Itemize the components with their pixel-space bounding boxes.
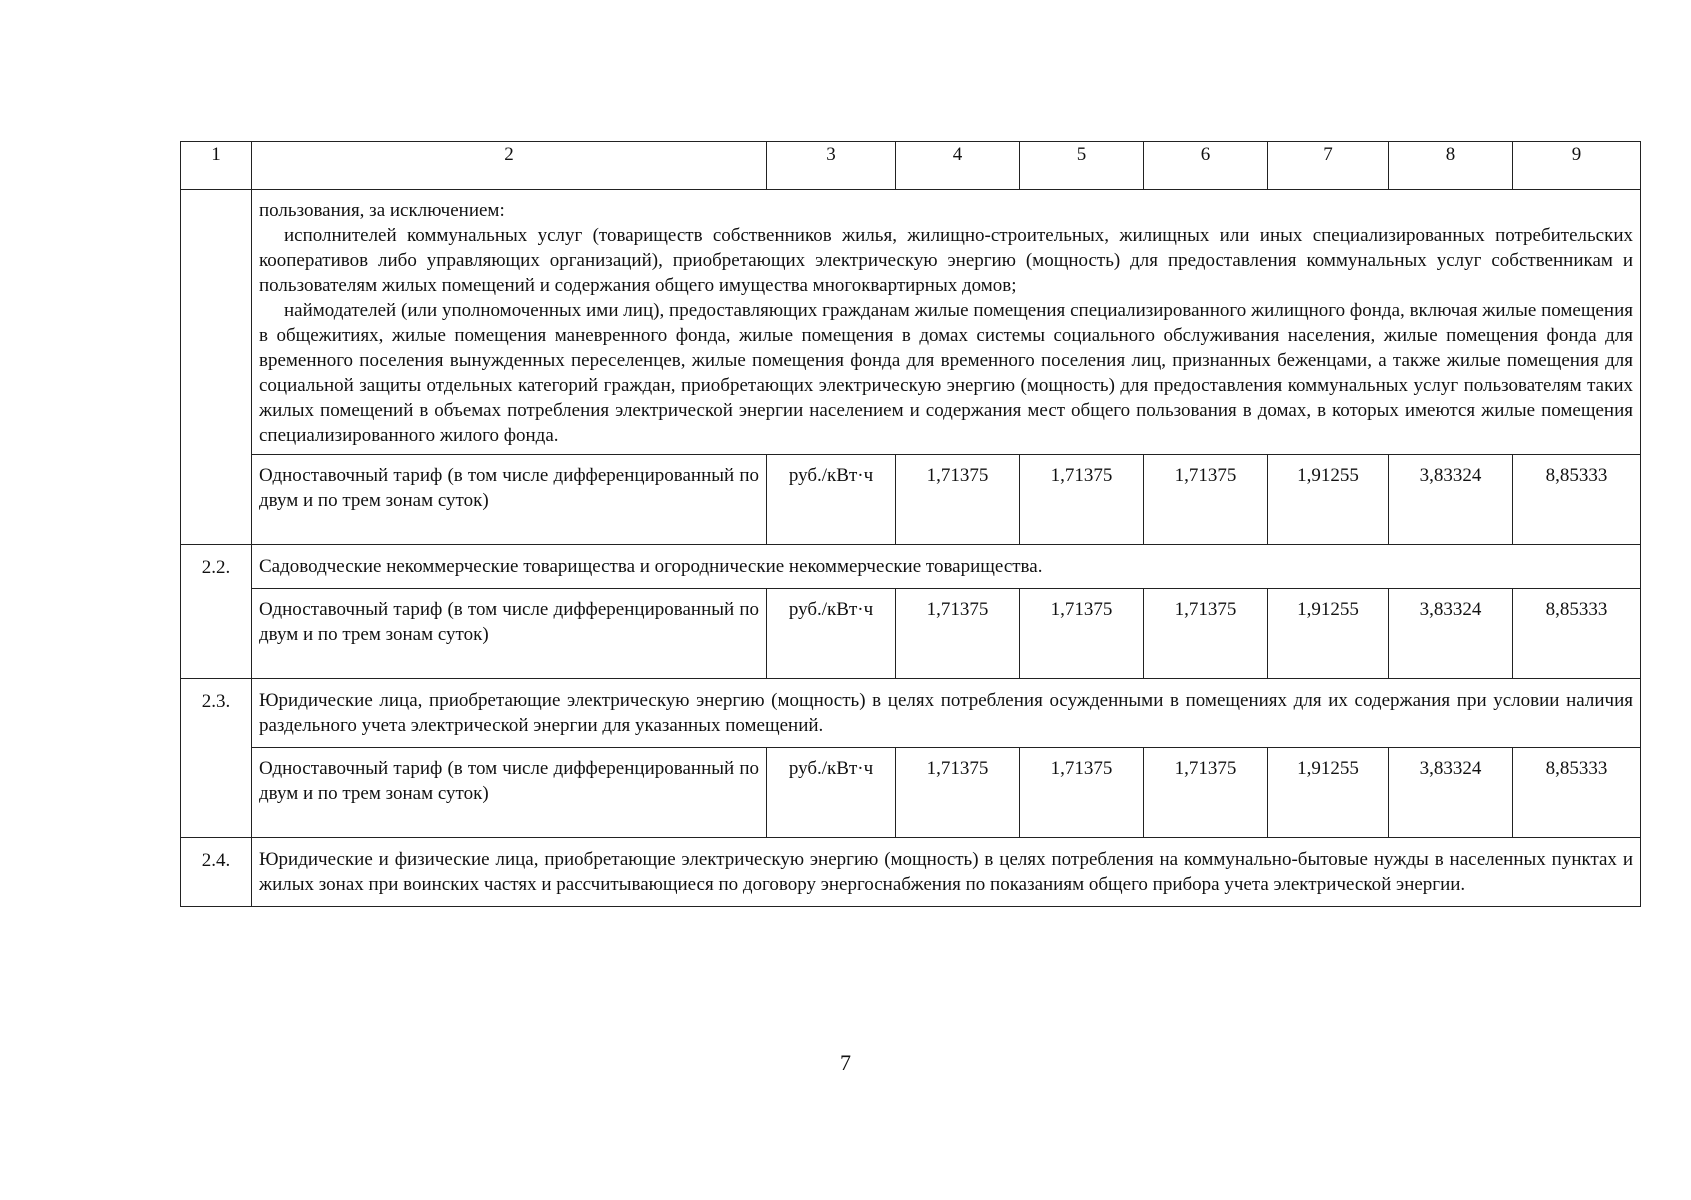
value-cell-9: 8,85333 xyxy=(1513,455,1641,545)
section-2-3-title-row xyxy=(181,679,1641,748)
value-cell-5: 1,71375 xyxy=(1020,455,1144,545)
value-cell-4: 1,71375 xyxy=(896,589,1020,679)
header-cell-2: 2 xyxy=(252,142,767,190)
continuation-number-cell xyxy=(181,190,252,545)
section-2-4-title-row xyxy=(181,838,1641,907)
tariff-name-cell: Одноставочный тариф (в том числе дифференцированный по двум и по трем зонам суток) xyxy=(252,748,767,838)
continuation-description xyxy=(252,190,1641,455)
value-cell-5: 1,71375 xyxy=(1020,748,1144,838)
value-cell-9: 8,85333 xyxy=(1513,589,1641,679)
table-row xyxy=(181,589,1641,679)
header-row xyxy=(181,142,1641,190)
unit-cell: руб./кВт·ч xyxy=(767,748,896,838)
header-cell-1: 1 xyxy=(181,142,252,190)
value-cell-5: 1,71375 xyxy=(1020,589,1144,679)
section-number: 2.3. xyxy=(181,679,252,838)
section-title: Юридические и физические лица, приобретающие электрическую энергию (мощность) в целях потребления на коммунально-бытовые нужды в населенных пунктах и жилых зонах при воинских частях и рассчитывающиеся по договору энергоснабжения по показаниям общего прибора учета электрической энергии. xyxy=(252,838,1641,907)
tariff-name-cell: Одноставочный тариф (в том числе дифференцированный по двум и по трем зонам суток) xyxy=(252,455,767,545)
header-cell-7: 7 xyxy=(1268,142,1389,190)
header-cell-9: 9 xyxy=(1513,142,1641,190)
value-cell-6: 1,71375 xyxy=(1144,589,1268,679)
continuation-paragraph-3: наймодателей (или уполномоченных ими лиц), предоставляющих гражданам жилые помещения специализированного жилищного фонда, включая жилые помещения в общежитиях, жилые помещения маневренного фонда, жилые помещения в домах системы социального обслуживания населения, жилые помещения фонда для временного поселения вынужденных переселенцев, жилые помещения фонда для временного поселения лиц, признанных беженцами, а также жилые помещения для социальной защиты отдельных категорий граждан, приобретающих электрическую энергию (мощность) для предоставления коммунальных услуг пользователям таких жилых помещений в объемах потребления электрической энергии населением и содержания мест общего пользования в домах, в которых имеются жилые помещения специализированного жилого фонда. xyxy=(259,300,1633,446)
unit-cell: руб./кВт·ч xyxy=(767,589,896,679)
tariff-name-cell: Одноставочный тариф (в том числе дифференцированный по двум и по трем зонам суток) xyxy=(252,589,767,679)
tariff-table xyxy=(180,141,1641,907)
value-cell-7: 1,91255 xyxy=(1268,589,1389,679)
table-row xyxy=(181,748,1641,838)
header-cell-8: 8 xyxy=(1389,142,1513,190)
header-cell-4: 4 xyxy=(896,142,1020,190)
value-cell-8: 3,83324 xyxy=(1389,748,1513,838)
value-cell-4: 1,71375 xyxy=(896,748,1020,838)
section-title: Юридические лица, приобретающие электрическую энергию (мощность) в целях потребления осужденными в помещениях для их содержания при условии наличия раздельного учета электрической энергии для указанных помещений. xyxy=(252,679,1641,748)
value-cell-7: 1,91255 xyxy=(1268,455,1389,545)
section-2-2-title-row xyxy=(181,545,1641,589)
continuation-row xyxy=(181,190,1641,455)
table-row xyxy=(181,455,1641,545)
value-cell-9: 8,85333 xyxy=(1513,748,1641,838)
section-title: Садоводческие некоммерческие товарищества и огороднические некоммерческие товарищества. xyxy=(252,545,1641,589)
header-cell-3: 3 xyxy=(767,142,896,190)
section-number: 2.4. xyxy=(181,838,252,907)
header-cell-6: 6 xyxy=(1144,142,1268,190)
continuation-paragraph-1: пользования, за исключением: xyxy=(259,200,505,221)
section-number: 2.2. xyxy=(181,545,252,679)
value-cell-8: 3,83324 xyxy=(1389,589,1513,679)
value-cell-4: 1,71375 xyxy=(896,455,1020,545)
value-cell-6: 1,71375 xyxy=(1144,748,1268,838)
header-cell-5: 5 xyxy=(1020,142,1144,190)
value-cell-8: 3,83324 xyxy=(1389,455,1513,545)
value-cell-7: 1,91255 xyxy=(1268,748,1389,838)
unit-cell: руб./кВт·ч xyxy=(767,455,896,545)
page-number: 7 xyxy=(840,1050,851,1075)
value-cell-6: 1,71375 xyxy=(1144,455,1268,545)
continuation-paragraph-2: исполнителей коммунальных услуг (товариществ собственников жилья, жилищно-строительных, жилищных или иных специализированных потребительских кооперативов либо управляющих организаций), приобретающих электрическую энергию (мощность) для предоставления коммунальных услуг собственникам и пользователям жилых помещений и содержания общего имущества многоквартирных домов; xyxy=(259,225,1633,296)
